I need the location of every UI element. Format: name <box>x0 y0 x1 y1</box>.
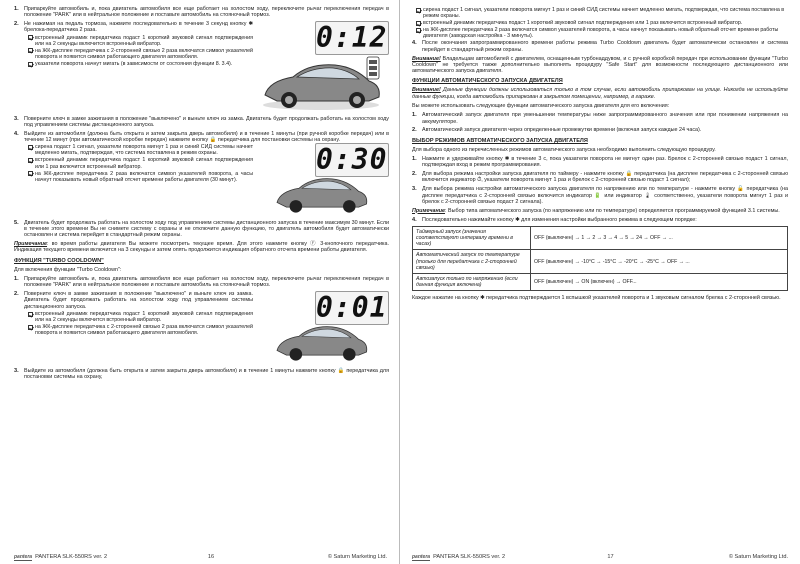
checkbox-icon <box>28 48 33 53</box>
car-icon <box>257 171 385 215</box>
note: Примечание: во время работы двигателя Вы можете посмотреть текущее время. Для этого нажмите кнопку Ⓕ 3-кнопочного передатчика. Индикация текущего времени включится на 3 секунды и затем опять продолжится индикация обратного отсчета времени работы двигателя. <box>14 241 389 254</box>
checkbox-icon <box>28 171 33 176</box>
check-item: встроенный динамик передатчика подаст 1 короткий звуковой сигнал подтверждения или на 2 секунды включится встроенный вибратор. <box>28 35 253 47</box>
remote-illustration-2 <box>257 143 389 215</box>
turbo-step-3: 3. Выйдите из автомобиля (должна быть открыта и затем закрыта дверь автомобиля) и в течение 1 минуты нажмите кнопку 🔒 передатчика для постановки системы на охрану, <box>14 367 389 380</box>
checkbox-icon <box>28 35 33 40</box>
check-item: указатели поворота начнут мигать (в зависимости от состояния функции 8. 3.4). <box>28 61 253 67</box>
checkbox-icon <box>28 158 33 163</box>
turbo-step-1: 1. Припаркуйте автомобиль и, пока двигатель автомобиля все еще работает на холостом ходу, переключите рычаг переключения передач в положение "PARK" или в нейтральное положение и поставьте автомобиль на стояночный тормоз. <box>14 276 389 289</box>
page-footer <box>14 552 387 562</box>
lcd-display-countdown: 0:30 <box>316 143 388 177</box>
checkbox-icon <box>28 145 33 150</box>
page-16: 1. Припаркуйте автомобиль и, пока двигатель автомобиля все еще работает на холостом ходу, переключите рычаг переключения передач в положение "PARK" или в нейтральное положение и поставьте автомобиль на стояночный тормоз. 2. 0:12 Не нажимая на педаль тормоза, нажмите последовательно в течение 3 секунд кнопку ✱ брелока-передатчика 2 раза. встроенный динамик передатчика подаст 1 короткий звуковой сигнал подтверждения или на 2 секунды включится встроенный вибратор. на ЖК-дисплее передатчика с 2-сторонней связью 2 раза включатся символ указателей поворота и появится символ работающего двигателя автомобиля. указатели поворота начнут мигать (в зависимости от состояния функции 8. 3.4). 3. Поверните ключ в замке зажигания в положение "выключено" и выньте ключ из замка. Двигатель будет продолжать работать на холостом ходу под управлением системы дистанционного запуска. 4. Выйдите из автомобиля (должна быть открыта и затем закрыта дверь автомобиля) и в течение 1 минуты (при ручной коробке передач) или в течение 12 минут (при автоматической коробке передач) нажмите кнопку 🔒 передатчика для постановки системы на охрану. 0:30 сирена подаст 1 сигнал, указатели поворота мигнут 1 раз и синий СИД системы начнет медленно мигать, подтверждая, что система поставлена в режим охраны. встроенный динамик передатчика подаст 1 короткий звуковой сигнал подтверждения или 1 раз включится встроенный вибратор. на ЖК-дисплее передатчика 2 раза включатся символ указателей поворота, а часы начнут показывать новый обратный отсчет времени работы двигателя (30 минут). 5. Двигатель будет продолжать работать на холостом ходу под управлением системы дистанционного запуска в течение максимум 30 минут. Если в течение этого времени Вы не снимете систему с охраны и не отключите данную функцию, то двигатель автомобиля будет автоматически остановлен и система перейдет в стандартный режим охраны. Примечание: во время работы двигателя Вы можете посмотреть текущее время. Для этого нажмите кнопку Ⓕ 3-кнопочного передатчика. Индикация текущего времени включится на 3 секунды и затем опять продолжится индикация обратного отсчета времени работы двигателя. ФУНКЦИЯ "TURBO COOLDOWN" Для включения функции "Turbo Cooldown": 1. Припаркуйте автомобиль и, пока двигатель автомобиля все еще работает на холостом ходу, переключите рычаг переключения передач в положение "PARK" или в нейтральное положение и поставьте автомобиль на стояночный тормоз. 2. 0:01 Поверните ключ в замке зажигания в положение "выключено" и выньте ключ из замка. Двигатель будет продолжать работать на холостом ходу под управлением системы дистанционного запуска. встроенный динамик передатчика подаст 1 короткий звуковой сигнал подтверждения или на 2 секунды включится встроенный вибратор. на ЖК-дисплее передатчика с 2-сторонней связью 2 раза включатся символ указателей поворота и появится символ работающего двигателя автомобиля. 3. Выйдите из автомобиля (должна быть открыта и затем закрыта дверь автомобиля) и в течение 1 минуты нажмите кнопку 🔒 передатчика для постановки системы на охрану, pantera PANTERA SLK-550RS ver. 2 16 © Saturn Marketing Ltd. <box>0 0 400 564</box>
product-name: PANTERA SLK-550RS ver. 2 <box>433 554 506 560</box>
warning: Внимание! Данные функции должны использоваться только в том случае, если автомобиль припаркован на улице. Никогда не используйте данные функции, когда автомобиль припаркован в закрытом помещении, например, в гараже. <box>412 87 788 100</box>
checkbox-icon <box>416 8 421 13</box>
note: Примечание: Выбор типа автоматического запуска (по напряжению или по температуре) определяется программируемой функцией 3.1 системы. <box>412 207 780 214</box>
check-item: сирена подаст 1 сигнал, указатели поворота мигнут 1 раз и синий СИД системы начнет медленно мигать, подтверждая, что система поставлена в режим охраны. <box>28 144 253 156</box>
checkbox-icon <box>28 325 33 330</box>
checkbox-icon <box>28 312 33 317</box>
closing-note: Каждое нажатие на кнопку ✱ передатчика подтверждается 1 вспышкой указателей поворота и 1 звуковым сигналом брелка с 2-сторонней связью. <box>412 295 781 302</box>
page-footer <box>412 552 788 562</box>
check-item: на ЖК-дисплее передатчика 2 раза включатся символ указателей поворота, а часы начнут показывать новый обратный отсчет времени работы двигателя (заводская настройка - 3 минуты). <box>416 27 788 39</box>
check-item: сирена подаст 1 сигнал, указатели поворота мигнут 1 раз и синий СИД системы начнет медленно мигать, подтверждая, что система поставлена в режим охраны. <box>416 7 788 19</box>
warning: Внимание! Владельцам автомобилей с двигателем, оснащенным турбонаддувом, и с ручной коробкой передач при использовании функции "Turbo Cooldown" не требуется также дополнительно выполнять процедуру "Safe Start" для возможности последующего дистанционного или автоматического запуска двигателя. <box>412 55 788 75</box>
step-2: 2. 0:12 Не нажимая на педаль тормоза, нажмите последовательно в течение 3 секунд кнопку ✱ брелока-передатчика 2 раза. встроенный динамик передатчика подаст 1 короткий звуковой сигнал подтверждения или на 2 секунды включится встроенный вибратор. на ЖК-дисплее передатчика с 2-сторонней связью 2 раза включатся символ указателей поворота и появится символ работающего двигателя автомобиля. указатели поворота начнут мигать (в зависимости от состояния функции 8. 3.4). <box>14 21 389 113</box>
check-item: встроенный динамик передатчика подаст 1 короткий звуковой сигнал подтверждения или на 2 секунды включится встроенный вибратор. <box>28 311 253 323</box>
car-icon <box>257 55 385 111</box>
table-row: Автоматический запуск по температуре (только для передатчика с 2-сторонней связью) OFF (выключен) → -10°C → -15°C → -20°C → -25°C → OFF → ... <box>413 250 788 274</box>
remote-illustration-3 <box>257 291 389 363</box>
table-row: Автозапуск только по напряжению (если данная функция включена) OFF (выключен) → ON (включен) → OFF... <box>413 273 788 290</box>
lcd-display-countdown: 0:12 <box>316 21 388 55</box>
checkbox-icon <box>416 28 421 33</box>
check-item: встроенный динамик передатчика подаст 1 короткий звуковой сигнал подтверждения или 1 раз включится встроенный вибратор. <box>416 20 788 26</box>
step-1-text: Припаркуйте автомобиль и, пока двигатель автомобиля все еще работает на холостом ходу, переключите рычаг переключения передач в положение "PARK" или в нейтральное положение и поставьте автомобиль на стояночный тормоз. <box>24 6 389 19</box>
turbo-step-2: 2. 0:01 Поверните ключ в замке зажигания в положение "выключено" и выньте ключ из замка. Двигатель будет продолжать работать на холостом ходу под управлением системы дистанционного запуска. встроенный динамик передатчика подаст 1 короткий звуковой сигнал подтверждения или на 2 секунды включится встроенный вибратор. на ЖК-дисплее передатчика с 2-сторонней связью 2 раза включатся символ указателей поворота и появится символ работающего двигателя автомобиля. <box>14 291 389 365</box>
step-4: 4. Выйдите из автомобиля (должна быть открыта и затем закрыта дверь автомобиля) и в течение 1 минуты (при ручной коробке передач) или в течение 12 минут (при автоматической коробке передач) нажмите кнопку 🔒 передатчика для постановки системы на охрану. 0:30 сирена подаст 1 сигнал, указатели поворота мигнут 1 раз и синий СИД системы начнет медленно мигать, подтверждая, что система поставлена в режим охраны. встроенный динамик передатчика подаст 1 короткий звуковой сигнал подтверждения или 1 раз включится встроенный вибратор. на ЖК-дисплее передатчика 2 раза включатся символ указателей поворота, а часы начнут показывать новый обратный отсчет времени работы двигателя (30 минут). <box>14 131 389 218</box>
copyright: © Saturn Marketing Ltd. <box>327 554 387 560</box>
section-heading-turbo: ФУНКЦИЯ "TURBO COOLDOWN" <box>14 257 104 264</box>
check-item: встроенный динамик передатчика подаст 1 короткий звуковой сигнал подтверждения или 1 раз включится встроенный вибратор. <box>28 157 253 169</box>
copyright: © Saturn Marketing Ltd. <box>728 554 788 560</box>
remote-illustration-1 <box>257 21 389 111</box>
check-item: на ЖК-дисплее передатчика с 2-сторонней связью 2 раза включатся символ указателей поворота и появится символ работающего двигателя автомобиля. <box>28 324 253 336</box>
section-heading-modes: ВЫБОР РЕЖИМОВ АВТОМАТИЧЕСКОГО ЗАПУСКА ДВИГАТЕЛЯ <box>412 137 588 144</box>
step-5: 5. Двигатель будет продолжать работать на холостом ходу под управлением системы дистанционного запуска в течение максимум 30 минут. Если в течение этого времени Вы не снимете систему с охраны и не отключите данную функцию, то двигатель автомобиля будет автоматически остановлен и система перейдет в стандартный режим охраны. <box>14 219 389 239</box>
modes-table <box>412 226 788 292</box>
page-number: 17 <box>607 554 614 560</box>
checkbox-icon <box>416 21 421 26</box>
step-3: 3. Поверните ключ в замке зажигания в положение "выключено" и выньте ключ из замка. Двигатель будет продолжать работать на холостом ходу под управлением системы дистанционного запуска. <box>14 115 389 128</box>
section-heading-auto: ФУНКЦИИ АВТОМАТИЧЕСКОГО ЗАПУСКА ДВИГАТЕЛЯ <box>412 78 563 85</box>
table-row: Таймерный запуск (значения соответствуют интервалу времени в часах) OFF (выключен) → 1 → 2 → 3 → 4 → 5 → 24 → OFF → ... <box>413 226 788 250</box>
brand-logo: pantera <box>412 553 431 560</box>
lcd-display-countdown: 0:01 <box>316 291 388 325</box>
car-icon <box>257 319 385 363</box>
page-number: 16 <box>207 554 215 560</box>
product-name: PANTERA SLK-550RS ver. 2 <box>35 554 108 560</box>
check-item: на ЖК-дисплее передатчика с 2-сторонней связью 2 раза включатся символ указателей поворота и появится символ работающего двигателя автомобиля. <box>28 48 253 60</box>
brand-logo: pantera <box>14 553 33 560</box>
turbo-step-4: 4. После окончания запрограммированного времени работы режима Turbo Cooldown двигатель будет автоматически остановлен и система перейдет в стандартный режим охраны. <box>412 40 788 53</box>
checkbox-icon <box>28 62 33 67</box>
page-17: сирена подаст 1 сигнал, указатели поворота мигнут 1 раз и синий СИД системы начнет медленно мигать, подтверждая, что система поставлена в режим охраны. встроенный динамик передатчика подаст 1 короткий звуковой сигнал подтверждения или 1 раз включится встроенный вибратор. на ЖК-дисплее передатчика 2 раза включатся символ указателей поворота, а часы начнут показывать новый обратный отсчет времени работы двигателя (заводская настройка - 3 минуты). 4. После окончания запрограммированного времени работы режима Turbo Cooldown двигатель будет автоматически остановлен и система перейдет в стандартный режим охраны. Внимание! Владельцам автомобилей с двигателем, оснащенным турбонаддувом, и с ручной коробкой передач при использовании функции "Turbo Cooldown" не требуется также дополнительно выполнять процедуру "Safe Start" для возможности последующего дистанционного или автоматического запуска двигателя. ФУНКЦИИ АВТОМАТИЧЕСКОГО ЗАПУСКА ДВИГАТЕЛЯ Внимание! Данные функции должны использоваться только в том случае, если автомобиль припаркован на улице. Никогда не используйте данные функции, когда автомобиль припаркован в закрытом помещении, например, в гараже. Вы можете использовать следующие функции автоматического запуска двигателя для его включения: 1. Автоматический запуск двигателя при уменьшении температуры ниже запрограммированного значения или при понижении напряжения на аккумуляторе. 2. Автоматический запуск двигателя через определенные промежутки времени (включая запуск каждые 24 часа). ВЫБОР РЕЖИМОВ АВТОМАТИЧЕСКОГО ЗАПУСКА ДВИГАТЕЛЯ Для выбора одного из перечисленных режимов автоматического запуска необходимо выполнить следующую процедуру. 1. Нажмите и удерживайте кнопку ✱ в течение 3 с, пока указатели поворота не мигнут один раз. Брелок с 2-сторонней связью подаст 1 сигнал, подтверждая вход в режим программирования. 2. Для выбора режима настройки запуска двигателя по таймеру - нажмите кнопку 🔒 передатчика (на дисплее передатчика с 2-сторонней связью включится индикатор ⏱, указатели поворота мигнут 1 раз и брелок с 2-сторонней связью подаст 1 сигнал); 3. Для выбора режима настройки автоматического запуска двигателя по напряжению или по температуре - нажмите кнопку 🔓 передатчика (на дисплее передатчика с 2-сторонней связью включится индикатор 🔋 или индикатор 🌡 соответственно, указатели поворота мигнут 1 раз и брелок с 2-сторонней связью подаст 2 сигнала). Примечание: Выбор типа автоматического запуска (по напряжению или по температуре) определяется программируемой функцией 3.1 системы. 4. Последовательно нажимайте кнопку ✱ для изменения настройки выбранного режима в следующем порядке: Таймерный запуск (значения соответствуют интервалу времени в часах) OFF (выключен) → 1 → 2 → 3 → 4 → 5 → 24 → OFF → ... Автоматический запуск по температуре (только для передатчика с 2-сторонней связью) OFF (выключен) → -10°C → -15°C → -20°C → -25°C → OFF → ... Автозапуск только по напряжению (если данная функция включена) OFF (выключен) → ON (включен) → OFF... Каждое нажатие на кнопку ✱ передатчика подтверждается 1 вспышкой указателей поворота и 1 звуковым сигналом брелка с 2-сторонней связью. pantera PANTERA SLK-550RS ver. 2 17 © Saturn Marketing Ltd. <box>412 7 788 560</box>
step-1: 1. Припаркуйте автомобиль и, пока двигатель автомобиля все еще работает на холостом ходу, переключите рычаг переключения передач в положение "PARK" или в нейтральное положение и поставьте автомобиль на стояночный тормоз. <box>14 6 389 19</box>
check-item: на ЖК-дисплее передатчика 2 раза включатся символ указателей поворота, а часы начнут показывать новый обратный отсчет времени работы двигателя (30 минут). <box>28 171 253 183</box>
